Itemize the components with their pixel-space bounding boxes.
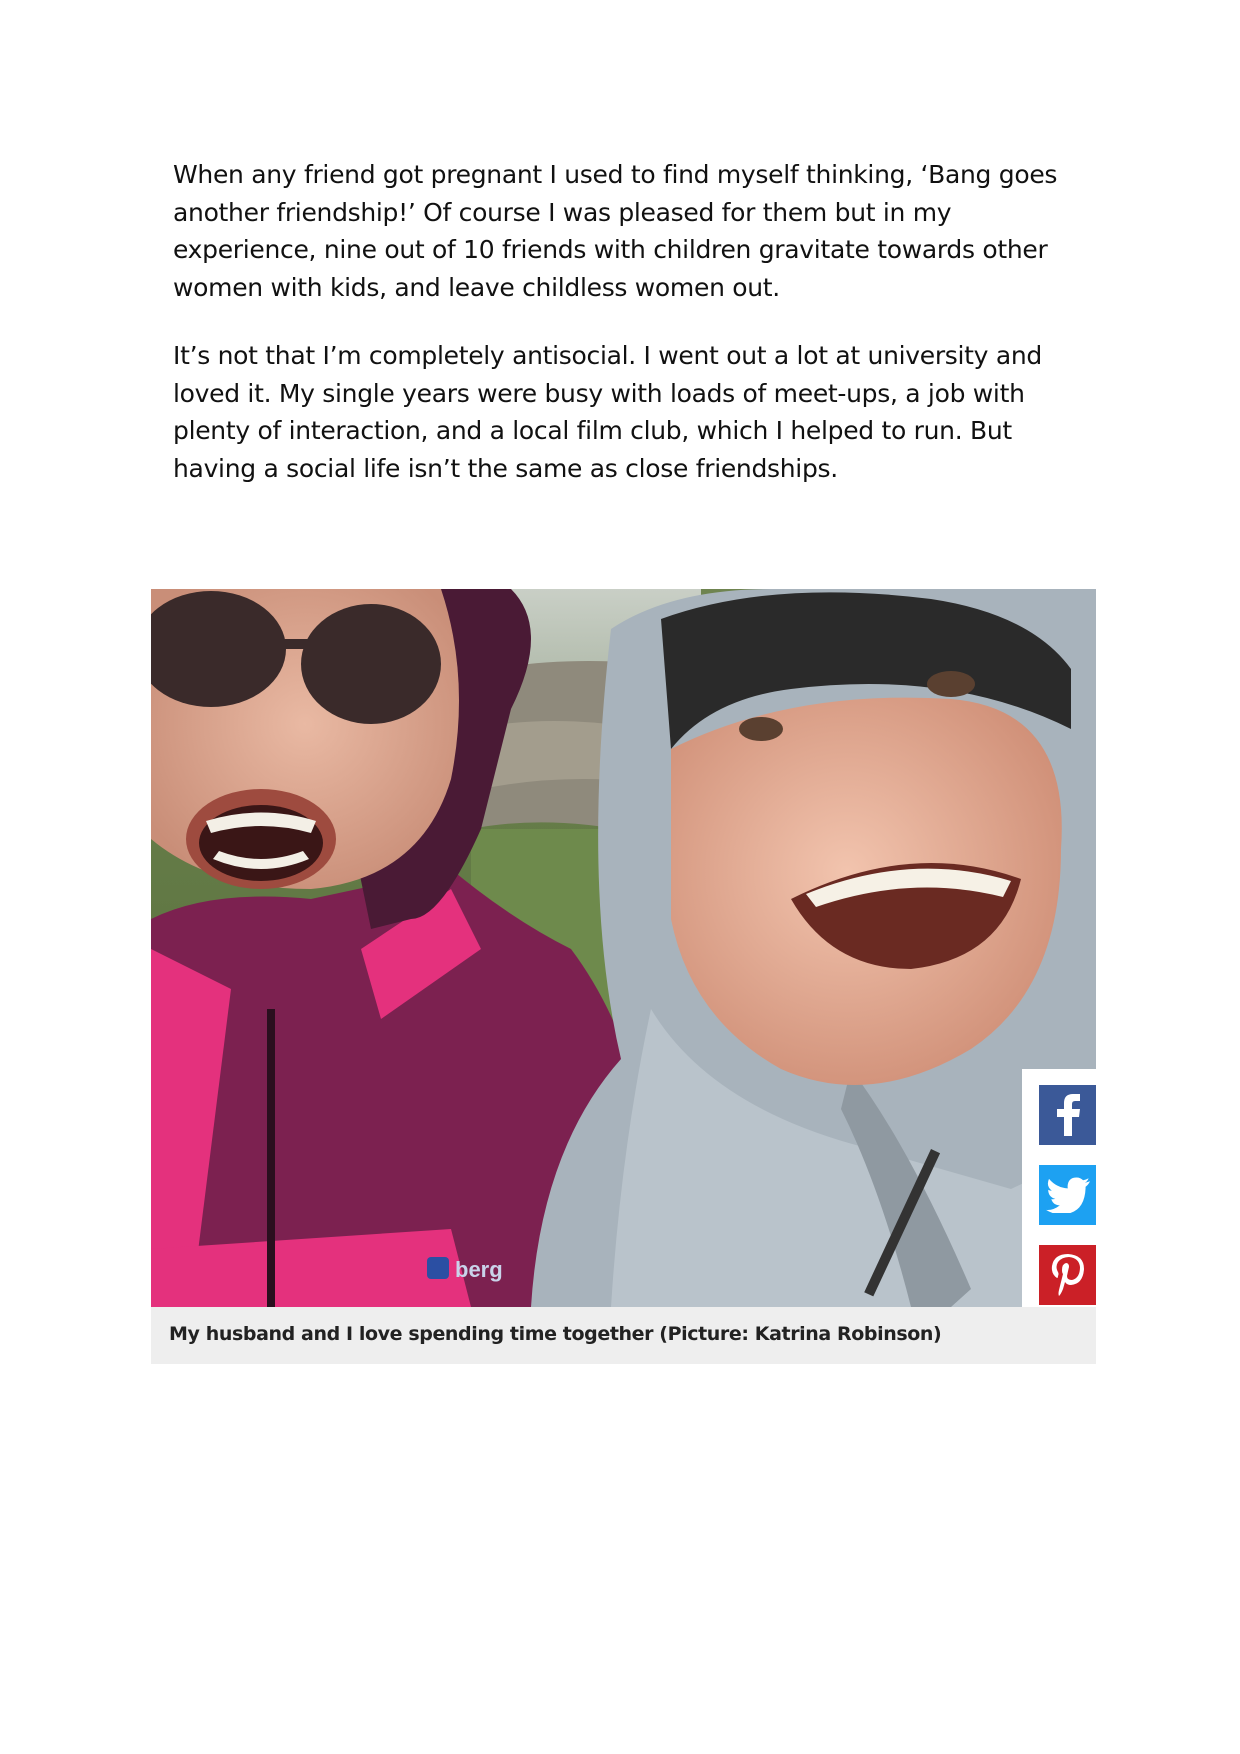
share-pinterest-button[interactable] [1039, 1245, 1096, 1305]
twitter-icon [1046, 1177, 1090, 1213]
share-twitter-button[interactable] [1039, 1165, 1096, 1225]
couple-selfie-photo [151, 589, 1096, 1307]
article-body [173, 156, 1073, 518]
jacket-logo-text: berg [455, 1257, 503, 1282]
share-facebook-button[interactable] [1039, 1085, 1096, 1145]
facebook-icon [1054, 1094, 1082, 1136]
figure-caption: My husband and I love spending time together (Picture: Katrina Robinson) [169, 1323, 942, 1345]
pinterest-icon [1051, 1254, 1085, 1296]
article-paragraph: When any friend got pregnant I used to find myself thinking, ‘Bang goes another friendship!’ Of course I was pleased for them but in my experience, nine out of 10 friends with children gravitate towards other women with kids, and leave childless women out. [173, 160, 1058, 302]
article-paragraph: It’s not that I’m completely antisocial. I went out a lot at university and loved it. My single years were busy with loads of meet-ups, a job with plenty of interaction, and a local film club, which I helped to run. But having a social life isn’t the same as close friendships. [173, 341, 1042, 483]
share-panel [1022, 1069, 1096, 1307]
article-figure [151, 589, 1096, 1364]
